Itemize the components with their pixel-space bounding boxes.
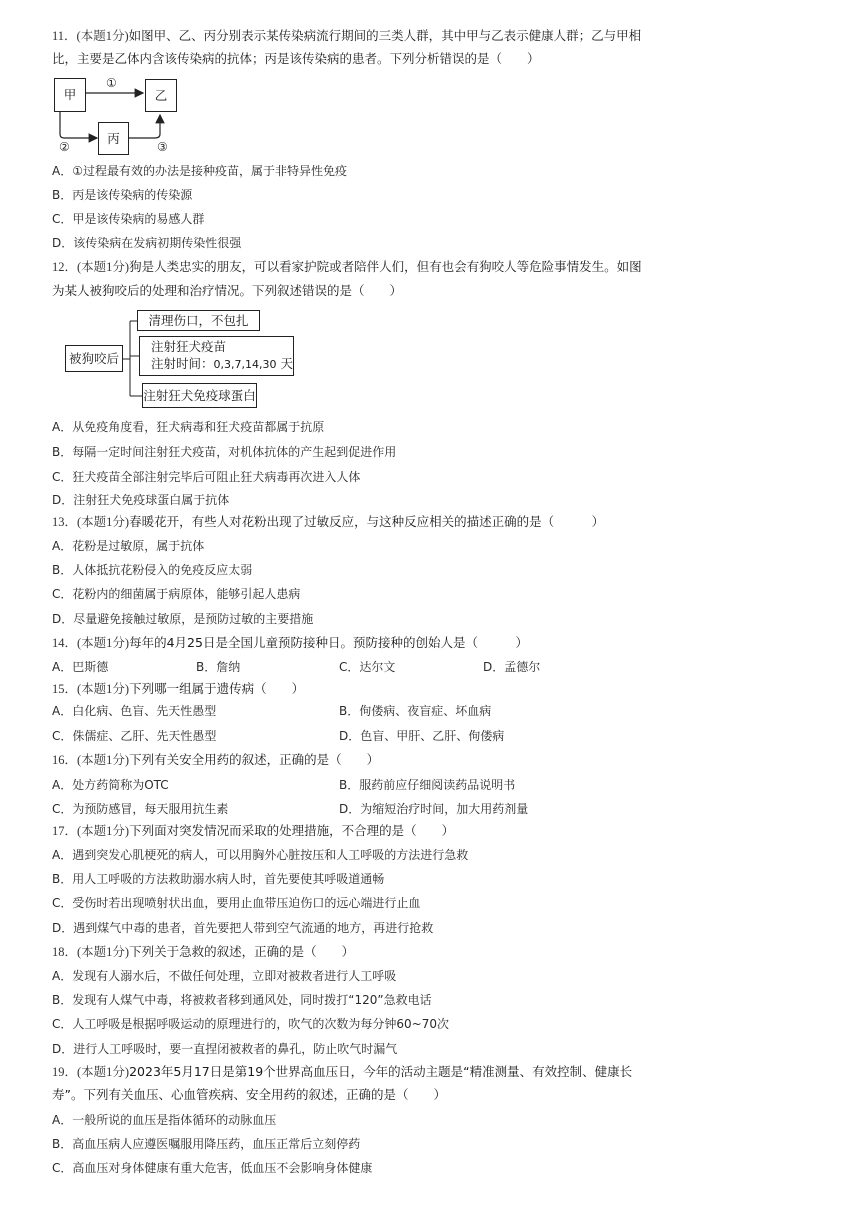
q12-item-2-schedule [151,356,293,373]
q12-stem-1: 狗是人类忠实的朋友，可以看家护院或者陪伴人们，但有也会有狗咬人等危险事情发生。如图 [129,259,642,274]
q19-number: 19． [52,1065,78,1079]
q13-number: 13． [52,515,78,529]
q12-option-b[interactable]: B．每隔一定时间注射狂犬疫苗，对机体抗体的产生起到促进作用 [52,445,397,459]
q12-option-c[interactable]: C．狂犬疫苗全部注射完毕后可阻止狂犬病毒再次进入人体 [52,470,361,484]
q13-option-b[interactable]: B．人体抵抗花粉侵入的免疫反应太弱 [52,563,253,577]
q15-stem-1: 下列哪一组属于遗传病（ ） [129,681,305,696]
q16-stem-line-1 [52,752,379,768]
q15-number: 15． [52,682,78,696]
q18-number: 18． [52,945,78,959]
q11-label-1: ① [106,76,117,90]
q13-option-d[interactable]: D．尽量避免接触过敏原，是预防过敏的主要措施 [52,612,314,626]
q11-meta: (本题1分) [76,29,129,43]
q11-number: 11． [52,29,77,43]
q17-number: 17． [52,824,78,838]
q11-node-jia: 甲 [54,78,86,112]
q19-option-c[interactable]: C．高血压对身体健康有重大危害，低血压不会影响身体健康 [52,1161,373,1175]
q15-option-c[interactable]: C．侏儒症、乙肝、先天性愚型 [52,729,217,743]
q18-stem-line-1 [52,944,354,960]
q17-option-d[interactable]: D．遇到煤气中毒的患者，首先要把人带到空气流通的地方，再进行抢救 [52,921,434,935]
q11-stem-2: 比，主要是乙体内含该传染病的抗体；丙是该传染病的患者。下列分析错误的是（ ） [52,51,540,66]
q16-option-a[interactable]: A．处方药简称为OTC [52,778,169,792]
q19-stem-2: 寿”。下列有关血压、心血管疾病、安全用药的叙述，正确的是（ ） [52,1087,446,1102]
q16-stem-1: 下列有关安全用药的叙述，正确的是（ ） [129,752,380,767]
q18-option-b[interactable]: B．发现有人煤气中毒，将被救者移到通风处，同时拨打“120”急救电话 [52,993,432,1007]
q11-option-d[interactable]: D．该传染病在发病初期传染性很强 [52,236,242,250]
q12-item-2 [139,336,294,376]
q17-meta: (本题1分) [77,824,130,838]
q19-meta: (本题1分) [77,1065,130,1079]
q11-node-bing: 丙 [98,122,129,155]
q15-option-b[interactable]: B．佝偻病、夜盲症、坏血病 [339,704,492,718]
q15-option-d[interactable]: D．色盲、甲肝、乙肝、佝偻病 [339,729,505,743]
q12-option-d[interactable]: D．注射狂犬免疫球蛋白属于抗体 [52,493,230,507]
q14-number: 14． [52,636,78,650]
q14-option-a[interactable]: A．巴斯德 [52,660,109,674]
q14-option-c[interactable]: C．达尔文 [339,660,396,674]
q13-stem-line-1 [52,514,604,530]
q12-item-2-days: 0,3,7,14,30 [213,358,277,371]
q11-option-a[interactable]: A．①过程最有效的办法是接种疫苗，属于非特异性免疫 [52,164,347,178]
q18-meta: (本题1分) [77,945,130,959]
q14-option-b[interactable]: B．詹纳 [196,660,241,674]
q16-meta: (本题1分) [77,753,130,767]
q19-stem-line-1 [52,1064,632,1080]
q18-stem-1: 下列关于急救的叙述，正确的是（ ） [129,944,355,959]
q12-item-3: 注射狂犬免疫球蛋白 [142,383,257,408]
q11-option-b[interactable]: B．丙是该传染病的传染源 [52,188,193,202]
q12-root-box: 被狗咬后 [65,345,123,372]
q12-meta: (本题1分) [77,260,130,274]
q17-option-b[interactable]: B．用人工呼吸的方法救助溺水病人时，首先要使其呼吸道通畅 [52,872,385,886]
q14-meta: (本题1分) [77,636,130,650]
q18-option-c[interactable]: C．人工呼吸是根据呼吸运动的原理进行的，吹气的次数为每分钟60~70次 [52,1017,449,1031]
q19-option-b[interactable]: B．高血压病人应遵医嘱服用降压药，血压正常后立刻停药 [52,1137,361,1151]
q12-item-2-title: 注射狂犬疫苗 [151,339,227,354]
q11-option-c[interactable]: C．甲是该传染病的易感人群 [52,212,205,226]
q11-label-2: ② [59,140,70,154]
q16-option-d[interactable]: D．为缩短治疗时间，加大用药剂量 [339,802,529,816]
q16-option-c[interactable]: C．为预防感冒，每天服用抗生素 [52,802,229,816]
q14-stem-1: 每年的4月25日是全国儿童预防接种日。预防接种的创始人是（ ） [129,635,528,650]
q11-label-3: ③ [157,140,168,154]
q18-option-a[interactable]: A．发现有人溺水后，不做任何处理，立即对被救者进行人工呼吸 [52,969,397,983]
q13-option-a[interactable]: A．花粉是过敏原，属于抗体 [52,539,205,553]
q12-item-2-prefix: 注射时间： [151,356,214,371]
q12-number: 12． [52,260,78,274]
q12-diagram-bracket [0,0,860,420]
q15-meta: (本题1分) [77,682,130,696]
q19-stem-1: 2023年5月17日是第19个世界高血压日，今年的活动主题是“精准测量、有效控制、健康长 [129,1064,633,1079]
q17-option-c[interactable]: C．受伤时若出现喷射状出血，要用止血带压迫伤口的远心端进行止血 [52,896,421,910]
q14-option-d[interactable]: D．孟德尔 [483,660,541,674]
q11-stem-1: 如图甲、乙、丙分别表示某传染病流行期间的三类人群，其中甲与乙表示健康人群；乙与甲相 [128,28,642,43]
q16-option-b[interactable]: B．服药前应仔细阅读药品说明书 [339,778,516,792]
q15-stem-line-1 [52,681,304,697]
q12-stem-2: 为某人被狗咬后的处理和治疗情况。下列叙述错误的是（ ） [52,283,403,298]
q17-stem-line-1 [52,823,454,839]
q17-stem-1: 下列面对突发情况而采取的处理措施，不合理的是（ ） [129,823,455,838]
q13-option-c[interactable]: C．花粉内的细菌属于病原体，能够引起人患病 [52,587,301,601]
q18-option-d[interactable]: D．进行人工呼吸时，要一直捏闭被救者的鼻孔，防止吹气时漏气 [52,1042,398,1056]
q11-node-yi: 乙 [145,79,177,112]
q17-option-a[interactable]: A．遇到突发心肌梗死的病人，可以用胸外心脏按压和人工呼吸的方法进行急救 [52,848,469,862]
q19-option-a[interactable]: A．一般所说的血压是指体循环的动脉血压 [52,1113,277,1127]
q14-stem-line-1 [52,635,528,651]
q12-option-a[interactable]: A．从免疫角度看，狂犬病毒和狂犬疫苗都属于抗原 [52,420,325,434]
q13-meta: (本题1分) [77,515,130,529]
q12-item-2-unit: 天 [276,356,293,371]
q15-option-a[interactable]: A．白化病、色盲、先天性愚型 [52,704,217,718]
q16-number: 16． [52,753,78,767]
q13-stem-1: 春暖花开，有些人对花粉出现了过敏反应，与这种反应相关的描述正确的是（ ） [129,514,605,529]
q12-item-1: 清理伤口，不包扎 [137,310,260,331]
